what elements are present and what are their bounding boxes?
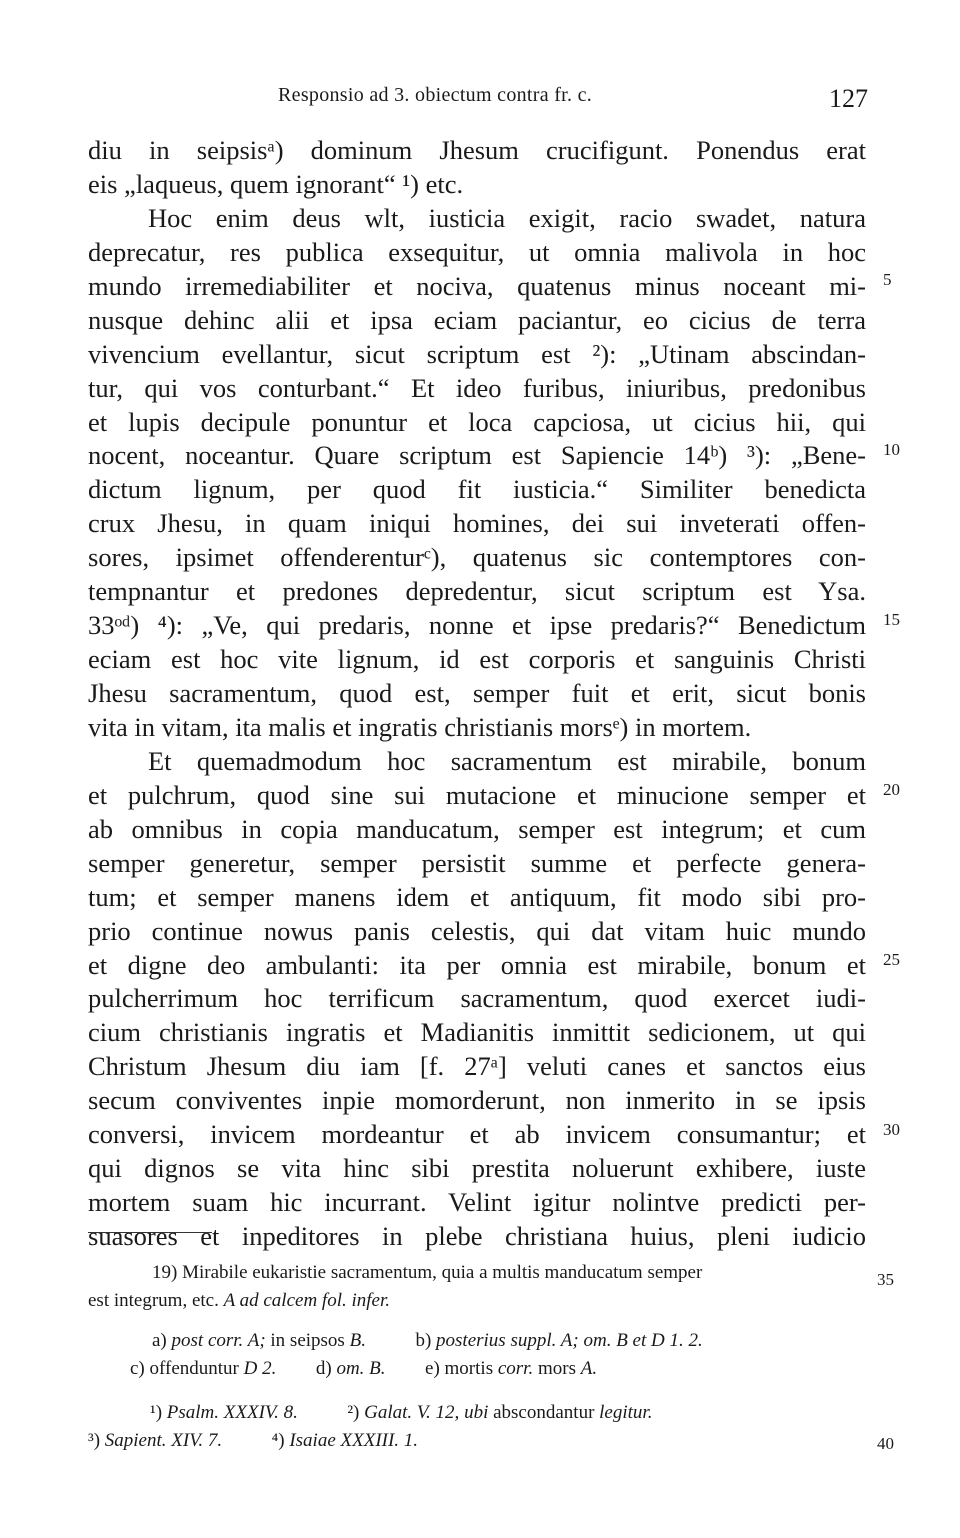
margin-note-text: 19) Mirabile eukaristie sacramentum, quia a multis manducatum semper bbox=[152, 1262, 703, 1283]
variant-note bbox=[130, 1358, 597, 1380]
text-line: Hoc enim deus wlt, iusticia exigit, racio swadet, natura bbox=[148, 202, 866, 233]
variant-text: offenduntur bbox=[149, 1358, 239, 1379]
text-line: qui dignos se vita hinc sibi prestita noluerunt exhibere, iuste bbox=[88, 1153, 866, 1184]
text-line: vivencium evellantur, sicut scriptum est ²): „Utinam abscindan- bbox=[88, 338, 866, 369]
footnote-rule bbox=[88, 1232, 212, 1233]
source-ref: Psalm. XXXIV. 8. bbox=[166, 1402, 298, 1423]
text-line: deprecatur, res publica exsequitur, ut omnia malivola in hoc bbox=[88, 236, 866, 267]
text-line: tempnantur et predones depredentur, sicut scriptum est Ysa. bbox=[88, 576, 866, 607]
line-number: 35 bbox=[877, 1270, 894, 1289]
text-line: nusque dehinc alii et ipsa eciam paciantur, eo cicius de terra bbox=[88, 304, 866, 335]
text-line: secum conviventes inpie momorderunt, non inmerito in se ipsis bbox=[88, 1085, 866, 1116]
line-number: 20 bbox=[883, 780, 900, 799]
text-line: ab omnibus in copia manducatum, semper est integrum; et cum bbox=[88, 813, 866, 844]
line-number: 5 bbox=[883, 270, 892, 289]
variant-label: b) bbox=[415, 1330, 432, 1351]
page-number: 127 bbox=[829, 84, 868, 113]
text-line: semper generetur, semper persistit summe et perfecte genera- bbox=[88, 847, 866, 878]
source-italic: ubi bbox=[464, 1402, 489, 1423]
text-line: Et quemadmodum hoc sacramentum est mirabile, bonum bbox=[148, 745, 866, 776]
text-line: mortem suam hic incurrant. Velint igitur nolintve predicti per- bbox=[88, 1187, 866, 1218]
text-line: et pulchrum, quod sine sui mutacione et minucione semper et bbox=[88, 779, 866, 810]
source-text: abscondantur bbox=[493, 1402, 595, 1423]
main-text bbox=[88, 134, 900, 1254]
running-head: Responsio ad 3. obiectum contra fr. c. bbox=[278, 84, 593, 106]
variant-label: e) bbox=[425, 1358, 440, 1379]
source-label: ⁴) bbox=[271, 1430, 285, 1451]
text-line: crux Jhesu, in quam iniqui homines, dei sui inveterati offen- bbox=[88, 508, 866, 539]
text-line: dictum lignum, per quod fit iusticia.“ Similiter benedicta bbox=[88, 474, 866, 505]
text-line: eciam est hoc vite lignum, id est corporis et sanguinis Christi bbox=[88, 644, 866, 675]
margin-note-cont bbox=[88, 1290, 390, 1312]
variant-italic: post corr. A; bbox=[171, 1330, 266, 1351]
variant-italic: A. bbox=[580, 1358, 598, 1379]
source-label: ²) bbox=[347, 1402, 360, 1423]
variant-label: c) bbox=[130, 1358, 145, 1379]
text-line: tum; et semper manens idem et antiquum, fit modo sibi pro- bbox=[88, 881, 866, 912]
variant-label: d) bbox=[315, 1358, 332, 1379]
margin-note-text2: est integrum, etc. bbox=[88, 1290, 219, 1311]
variant-label: a) bbox=[152, 1330, 167, 1351]
variant-text: in seipsos bbox=[270, 1330, 345, 1351]
source-note bbox=[88, 1430, 418, 1452]
text-line: sores, ipsimet offenderenturᶜ), quatenus sic contemptores con- bbox=[88, 542, 866, 573]
line-number: 15 bbox=[883, 610, 900, 629]
text-line: 33ᵒᵈ) ⁴): „Ve, qui predaris, nonne et ipse predaris?“ Benedictum bbox=[88, 610, 866, 641]
margin-note bbox=[152, 1262, 702, 1284]
source-italic: legitur. bbox=[599, 1402, 653, 1423]
text-line: tur, qui vos conturbant.“ Et ideo furibus, iniuribus, predonibus bbox=[88, 372, 866, 403]
text-line: vita in vitam, ita malis et ingratis christianis morsᵉ) in mortem. bbox=[88, 711, 752, 742]
variant-italic: B. bbox=[349, 1330, 366, 1351]
text-line: mundo irremediabiliter et nociva, quatenus minus noceant mi- bbox=[88, 270, 866, 301]
line-number: 10 bbox=[883, 440, 900, 459]
text-line: Jhesu sacramentum, quod est, semper fuit et erit, sicut bonis bbox=[88, 678, 866, 708]
source-ref: Galat. V. 12, bbox=[364, 1402, 460, 1423]
variant-text: mortis bbox=[444, 1358, 494, 1379]
text-line: conversi, invicem mordeantur et ab invicem consumantur; et bbox=[88, 1119, 866, 1150]
source-ref: Sapient. XIV. 7. bbox=[104, 1430, 223, 1451]
page-header bbox=[88, 80, 868, 120]
source-label: ³) bbox=[88, 1430, 101, 1451]
line-number: 30 bbox=[883, 1120, 900, 1139]
text-line: Christum Jhesum diu iam [f. 27ᵃ] veluti canes et sanctos eius bbox=[88, 1051, 866, 1082]
text-line: suasores et inpeditores in plebe christiana huius, pleni iudicio bbox=[88, 1221, 866, 1251]
line-number: 40 bbox=[877, 1434, 894, 1453]
variant-italic: corr. bbox=[497, 1358, 534, 1379]
variant-note bbox=[152, 1330, 703, 1352]
text-line: nocent, noceantur. Quare scriptum est Sapiencie 14ᵇ) ³): „Bene- bbox=[88, 440, 866, 471]
source-label: ¹) bbox=[150, 1402, 163, 1423]
text-line: et lupis decipule ponuntur et loca capciosa, ut cicius hii, qui bbox=[88, 406, 866, 437]
variant-italic: om. B. bbox=[336, 1358, 386, 1379]
source-ref: Isaiae XXXIII. 1. bbox=[289, 1430, 419, 1451]
text-line: pulcherrimum hoc terrificum sacramentum, quod exercet iudi- bbox=[88, 983, 866, 1014]
text-line: prio continue nowus panis celestis, qui dat vitam huic mundo bbox=[88, 915, 866, 946]
text-line: cium christianis ingratis et Madianitis inmittit sedicionem, ut qui bbox=[88, 1017, 866, 1048]
variant-text: mors bbox=[537, 1358, 576, 1379]
source-note bbox=[150, 1402, 652, 1424]
text-line: eis „laqueus, quem ignorant“ ¹) etc. bbox=[88, 168, 464, 199]
text-line: et digne deo ambulanti: ita per omnia est mirabile, bonum et bbox=[88, 949, 866, 980]
text-line: diu in seipsisᵃ) dominum Jhesum crucifigunt. Ponendus erat bbox=[88, 135, 866, 165]
variant-italic: posterius suppl. A; om. B et D 1. 2. bbox=[436, 1330, 703, 1351]
variant-italic: D 2. bbox=[243, 1358, 277, 1379]
margin-note-italic: A ad calcem fol. infer. bbox=[223, 1290, 391, 1311]
line-number: 25 bbox=[883, 950, 900, 969]
